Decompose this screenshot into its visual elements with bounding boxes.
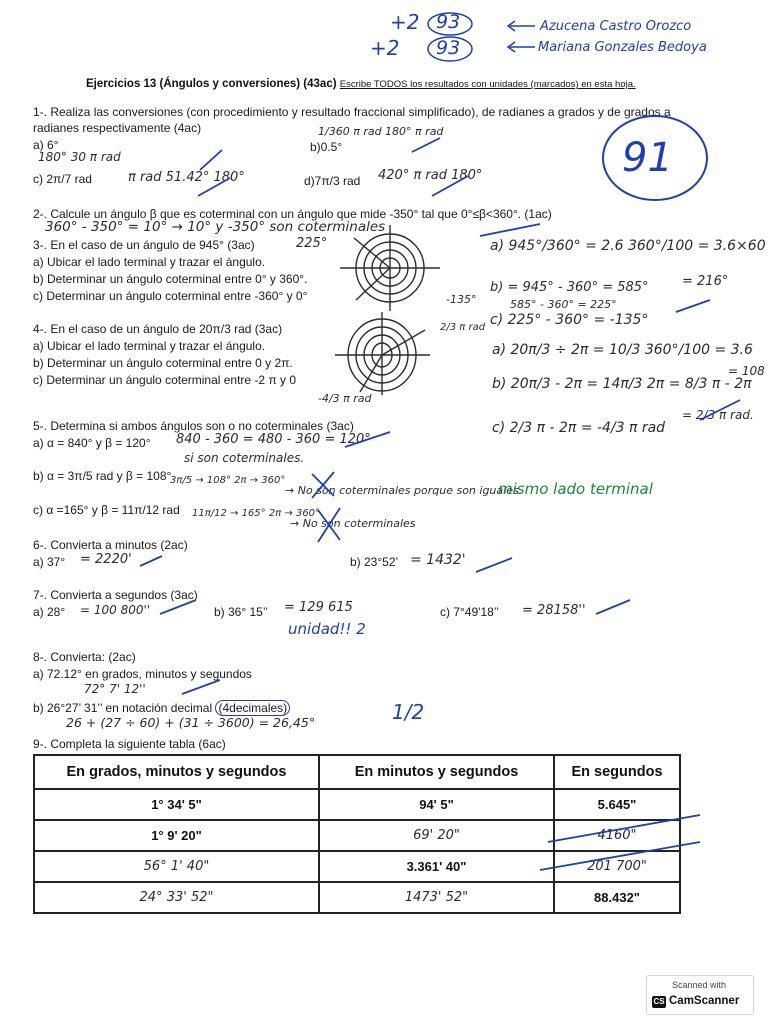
q6-b: b) 23°52’ bbox=[350, 555, 399, 569]
score-circle-1 bbox=[428, 13, 472, 35]
q3-a: a) Ubicar el lado terminal y trazar el ángulo. bbox=[33, 255, 266, 269]
camscanner-logo-icon: CS bbox=[653, 997, 665, 1006]
q1-b-label: b)0.5° bbox=[310, 140, 343, 154]
cross-icon bbox=[312, 472, 334, 498]
q1-d-label: d)7π/3 rad bbox=[304, 174, 361, 188]
grade-circle bbox=[603, 116, 707, 200]
q3-work-a2: = 216° bbox=[682, 274, 729, 289]
q5-a: a) α = 840° y β = 120° bbox=[33, 436, 151, 450]
q1-b-work: 1/360 π rad 180° π rad bbox=[318, 125, 444, 138]
q4-prompt: 4-. En el caso de un ángulo de 20π/3 rad (3ac) bbox=[33, 322, 283, 336]
q6-prompt: 6-. Convierta a minutos (2ac) bbox=[33, 538, 188, 552]
q6-a-answer: = 2220' bbox=[80, 552, 132, 567]
table-cell: 5.645" bbox=[554, 789, 680, 820]
q7-c: c) 7°49'18’’ bbox=[440, 605, 499, 619]
q3-work-b2: 585° - 360° = 225° bbox=[510, 298, 617, 311]
check-icon bbox=[548, 815, 700, 842]
table-cell-handwritten: 69' 20" bbox=[319, 820, 554, 851]
q1-c-label: c) 2π/7 rad bbox=[33, 172, 92, 186]
q8-a: a) 72.12° en grados, minutos y segundos bbox=[33, 667, 252, 681]
q8-b-work: 26 + (27 ÷ 60) + (31 ÷ 3600) = 26,45° bbox=[66, 715, 316, 730]
q4-work-b: b) 20π/3 - 2π = 14π/3 2π = 8/3 π - 2π bbox=[492, 376, 752, 392]
q4-work-a2: = 108 bbox=[728, 364, 765, 378]
table-cell-handwritten: 1473' 52" bbox=[319, 882, 554, 913]
check-icon bbox=[432, 176, 468, 196]
q8-b-comment: 1/2 bbox=[392, 700, 425, 724]
q5-a-result: si son coterminales. bbox=[184, 451, 305, 465]
q3-work-b: b) = 945° - 360° = 585° bbox=[490, 280, 649, 295]
q5-c-result: → No son coterminales bbox=[290, 517, 416, 530]
q3-label-225: 225° bbox=[296, 236, 328, 251]
q1-d-work: 420° π rad 180° bbox=[378, 168, 483, 183]
q5-c: c) α =165° y β = 11π/12 rad bbox=[33, 503, 180, 517]
q8-b-text: b) 26°27’ 31’’ en notación decimal bbox=[33, 701, 213, 715]
q4-label-pos: 2/3 π rad bbox=[440, 322, 486, 333]
q3-work-c: c) 225° - 360° = -135° bbox=[490, 312, 649, 328]
header-seconds: En segundos bbox=[554, 755, 680, 789]
check-icon bbox=[140, 556, 162, 566]
arrow-icon bbox=[508, 42, 535, 52]
check-icon bbox=[540, 842, 700, 870]
check-icon bbox=[345, 432, 390, 447]
check-icon bbox=[700, 400, 740, 420]
q1-prompt-line1: 1-. Realiza las conversiones (con procedimiento y resultado fraccional simplificado), de radianes a grados y de grados a bbox=[33, 105, 671, 119]
q5-c-work: 11π/12 → 165° 2π → 360° bbox=[192, 508, 321, 519]
title-main: Ejercicios 13 (Ángulos y conversiones) (43ac) bbox=[86, 78, 337, 90]
q4-work-b2: = 2/3 π rad. bbox=[682, 408, 754, 422]
check-icon bbox=[412, 138, 440, 152]
q3-prompt: 3-. En el caso de un ángulo de 945° (3ac) bbox=[33, 238, 255, 252]
arrow-icon bbox=[508, 21, 535, 31]
table-cell: 1° 34' 5" bbox=[34, 789, 319, 820]
check-icon bbox=[476, 558, 512, 572]
table-cell: 94' 5" bbox=[319, 789, 554, 820]
q4-work-c: c) 2/3 π - 2π = -4/3 π rad bbox=[492, 420, 666, 436]
title-instructions: Escribe TODOS los resultados con unidades (marcados) en esta hoja. bbox=[339, 79, 636, 90]
q3-b: b) Determinar un ángulo coterminal entre 0° y 360°. bbox=[33, 272, 308, 286]
q4-label-neg: -4/3 π rad bbox=[318, 392, 372, 405]
q6-a: a) 37° bbox=[33, 555, 66, 569]
q7-prompt: 7-. Convierta a segundos (3ac) bbox=[33, 588, 198, 602]
header-min-sec: En minutos y segundos bbox=[319, 755, 554, 789]
score-2: +2 bbox=[370, 36, 400, 60]
table-cell: 3.361' 40" bbox=[319, 851, 554, 882]
check-icon bbox=[596, 600, 630, 614]
table-cell-handwritten: 4160" bbox=[554, 820, 680, 851]
q7-b-answer: = 129 615 bbox=[284, 600, 353, 615]
camscanner-watermark bbox=[646, 975, 754, 1015]
q8-prompt: 8-. Convierta: (2ac) bbox=[33, 650, 136, 664]
q4-b: b) Determinar un ángulo coterminal entre 0 y 2π. bbox=[33, 356, 293, 370]
table-cell: 88.432" bbox=[554, 882, 680, 913]
q8-b-circled: (4decimales) bbox=[215, 700, 290, 716]
q5-b-work: 3π/5 → 108° 2π → 360° bbox=[170, 475, 286, 486]
student-name-2: Mariana Gonzales Bedoya bbox=[538, 40, 707, 55]
q2-prompt: 2-. Calcule un ángulo β que es coterminal con un ángulo que mide -350° tal que 0°≤β<360°. (1ac) bbox=[33, 207, 552, 221]
scanned-with-label: Scanned with bbox=[672, 980, 727, 990]
grade: 91 bbox=[622, 135, 673, 181]
cross-icon bbox=[318, 508, 340, 542]
camscanner-name: CamScanner bbox=[669, 995, 740, 1007]
header-dms: En grados, minutos y segundos bbox=[34, 755, 319, 789]
q7-c-answer: = 28158'' bbox=[522, 603, 586, 618]
score-1-value: 93 bbox=[436, 11, 461, 33]
q6-b-answer: = 1432' bbox=[410, 552, 466, 568]
check-icon bbox=[200, 150, 222, 170]
q5-b: b) α = 3π/5 rad y β = 108° bbox=[33, 469, 172, 483]
q3-c: c) Determinar un ángulo coterminal entre -360° y 0° bbox=[33, 289, 308, 303]
score-2-value: 93 bbox=[436, 37, 461, 59]
q5-b-result: → No son coterminales porque son iguales. bbox=[285, 484, 523, 497]
q3-work-a: a) 945°/360° = 2.6 360°/100 = 3.6×60 bbox=[490, 238, 766, 254]
q5-prompt: 5-. Determina si ambos ángulos son o no coterminales (3ac) bbox=[33, 419, 354, 433]
q5-b-comment: mismo lado terminal bbox=[498, 480, 653, 498]
q4-work-a: a) 20π/3 ÷ 2π = 10/3 360°/100 = 3.6 bbox=[492, 342, 753, 358]
q4-a: a) Ubicar el lado terminal y trazar el ángulo. bbox=[33, 339, 266, 353]
q3-label-neg135: -135° bbox=[446, 293, 477, 306]
q7-b: b) 36° 15’’ bbox=[214, 605, 268, 619]
q1-prompt-line2: radianes respectivamente (4ac) bbox=[33, 121, 202, 135]
q8-a-answer: 72° 7' 12'' bbox=[84, 682, 146, 696]
angle-945-diagram bbox=[340, 225, 440, 311]
check-icon bbox=[182, 680, 220, 694]
table-cell-handwritten: 24° 33' 52" bbox=[34, 882, 319, 913]
check-icon bbox=[160, 600, 196, 614]
q7-a: a) 28° bbox=[33, 605, 66, 619]
student-name-1: Azucena Castro Orozco bbox=[540, 19, 692, 34]
q5-a-work: 840 - 360 = 480 - 360 = 120° bbox=[176, 432, 371, 447]
table-cell-handwritten: 201 700" bbox=[554, 851, 680, 882]
table-cell: 1° 9' 20" bbox=[34, 820, 319, 851]
q7-b-comment: unidad!! 2 bbox=[288, 620, 366, 638]
score-1: +2 bbox=[390, 10, 420, 34]
check-icon bbox=[480, 224, 540, 236]
table-cell-handwritten: 56° 1' 40" bbox=[34, 851, 319, 882]
q9-prompt: 9-. Completa la siguiente tabla (6ac) bbox=[33, 737, 226, 751]
angle-20pi3-diagram bbox=[335, 312, 430, 395]
q2-work: 360° - 350° = 10° → 10° y -350° son coterminales bbox=[45, 219, 386, 235]
score-circle-2 bbox=[428, 37, 472, 61]
q1-a-work: 180° 30 π rad bbox=[38, 150, 121, 164]
q7-a-answer: = 100 800'' bbox=[80, 603, 151, 617]
q4-c: c) Determinar un ángulo coterminal entre -2 π y 0 bbox=[33, 373, 297, 387]
q1-c-work: π rad 51.42° 180° bbox=[128, 170, 245, 185]
q1-a-label: a) 6° bbox=[33, 138, 59, 152]
check-icon bbox=[198, 178, 230, 196]
check-icon bbox=[676, 300, 710, 312]
